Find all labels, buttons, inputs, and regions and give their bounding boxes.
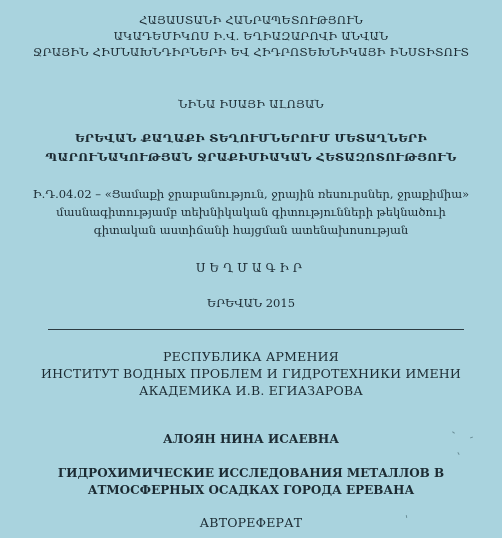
russian-org-line-2: ИНСТИТУТ ВОДНЫХ ПРОБЛЕМ И ГИДРОТЕХНИКИ ИМЕНИ	[40, 366, 462, 381]
russian-doc-type: АВТОРЕФЕРАТ	[199, 515, 303, 530]
paper-speck	[457, 452, 459, 455]
russian-title-line-2: АТМОСФЕРНЫХ ОСАДКАХ ГОРОДА ЕРЕВАНА	[87, 483, 415, 497]
armenian-doc-type: ՍԵՂՄԱԳԻՐ	[195, 261, 307, 275]
armenian-place-year: ԵՐԵՎԱՆ 2015	[206, 296, 296, 310]
armenian-author: ՆԻՆԱ ԻՍԱՅԻ ԱԼՈՅԱՆ	[178, 97, 324, 111]
armenian-org-line-3: ՋՐԱՅԻՆ ՀԻՄՆԱԽՆԴԻՐՆԵՐԻ ԵՎ ՀԻԴՐՈՏԵԽՆԻԿԱՅԻ ԻՆՍՏԻՏՈՒՏ	[32, 45, 470, 59]
section-divider	[48, 329, 464, 330]
russian-org-line-3: АКАДЕМИКА И.В. ЕГИАЗАРОВА	[138, 383, 364, 398]
russian-author: АЛОЯН НИНА ИСАЕВНА	[163, 432, 339, 446]
russian-org-line-1: РЕСПУБЛИКА АРМЕНИЯ	[163, 349, 339, 364]
armenian-specialty-line-1: Ի.Դ.04.02 – «Ցամաքի ջրաբանություն, ջրային ռեսուրսներ, ջրաքիմիա»	[32, 187, 470, 201]
russian-title-line-1: ГИДРОХИМИЧЕСКИЕ ИССЛЕДОВАНИЯ МЕТАЛЛОВ В	[57, 466, 445, 480]
armenian-title-line-1: ԵՐԵՎԱՆ ՔԱՂԱՔԻ ՏԵՂՈՒՄՆԵՐՈՒՄ ՄԵՏԱՂՆԵՐԻ	[74, 131, 428, 145]
armenian-org-line-2: ԱԿԱԴԵՄԻԿՈՍ Ի.Վ. ԵՂԻԱԶԱՐՈՎԻ ԱՆՎԱՆ	[113, 29, 389, 43]
armenian-org-line-1: ՀԱՅԱՍՏԱՆԻ ՀԱՆՐԱՊԵՏՈՒԹՅՈՒՆ	[139, 13, 363, 27]
armenian-title-line-2: ՊԱՐՈՒՆԱԿՈՒԹՅԱՆ ՋՐԱՔԻՄԻԱԿԱՆ ՀԵՏԱԶՈՏՈՒԹՅՈՒՆ	[45, 150, 457, 164]
armenian-specialty-line-3: գիտական աստիճանի հայցման ատենախոսության	[93, 223, 409, 237]
armenian-specialty-line-2: մասնագիտությամբ տեխնիկական գիտությունների թեկնածուի	[56, 205, 446, 219]
